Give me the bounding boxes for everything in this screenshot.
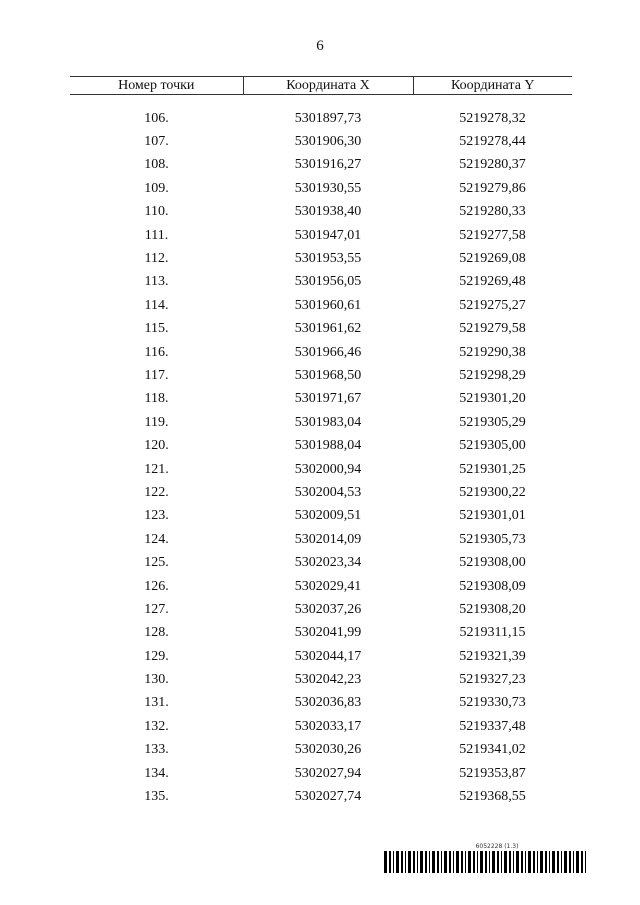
cell-coordinate-x: 5301930,55 — [294, 180, 362, 196]
table-row — [70, 271, 572, 294]
cell-coordinate-x: 5302042,23 — [294, 672, 362, 688]
cell-coordinate-x: 5301966,46 — [294, 344, 362, 360]
cell-coordinate-y: 5219279,86 — [459, 180, 526, 196]
cell-point-number: 126. — [144, 578, 169, 594]
table-row — [70, 411, 572, 434]
cell-coordinate-y: 5219298,29 — [459, 367, 526, 383]
cell-point-number: 124. — [144, 531, 169, 547]
cell-coordinate-x: 5302037,26 — [294, 601, 362, 617]
barcode-icon — [384, 851, 590, 873]
cell-coordinate-y: 5219280,37 — [459, 157, 526, 173]
cell-coordinate-x: 5301897,73 — [294, 110, 362, 126]
table-row — [70, 668, 572, 691]
cell-point-number: 131. — [144, 695, 169, 711]
table-row — [70, 364, 572, 387]
cell-coordinate-y: 5219327,23 — [459, 672, 526, 688]
cell-point-number: 107. — [144, 134, 169, 150]
cell-coordinate-x: 5301968,50 — [294, 367, 362, 383]
cell-coordinate-y: 5219305,00 — [459, 438, 526, 454]
cell-coordinate-x: 5301956,05 — [294, 274, 362, 290]
table-row — [70, 458, 572, 481]
cell-point-number: 128. — [144, 625, 169, 641]
table-row — [70, 528, 572, 551]
table-header-row — [70, 77, 572, 95]
cell-coordinate-x: 5302014,09 — [294, 531, 362, 547]
cell-point-number: 109. — [144, 180, 169, 196]
cell-point-number: 129. — [144, 648, 169, 664]
table-row — [70, 762, 572, 785]
cell-coordinate-y: 5219301,25 — [459, 461, 526, 477]
table-row — [70, 247, 572, 270]
table-row — [70, 505, 572, 528]
header-coordinate-y: Координата Y — [413, 77, 572, 95]
cell-coordinate-y: 5219341,02 — [459, 742, 526, 758]
cell-point-number: 106. — [144, 110, 169, 126]
cell-coordinate-x: 5302044,17 — [294, 648, 362, 664]
cell-point-number: 120. — [144, 438, 169, 454]
cell-coordinate-y: 5219308,00 — [459, 555, 526, 571]
cell-coordinate-y: 5219305,29 — [459, 414, 526, 430]
cell-coordinate-x: 5302027,94 — [294, 765, 362, 781]
cell-coordinate-y: 5219330,73 — [459, 695, 526, 711]
table-row — [70, 201, 572, 224]
table-row — [70, 598, 572, 621]
table-row — [70, 622, 572, 645]
table-row — [70, 645, 572, 668]
table-row — [70, 692, 572, 715]
cell-coordinate-x: 5302041,99 — [294, 625, 362, 641]
cell-coordinate-y: 5219279,58 — [459, 321, 526, 337]
cell-coordinate-x: 5301971,67 — [294, 391, 362, 407]
table-row — [70, 739, 572, 762]
cell-point-number: 132. — [144, 718, 169, 734]
cell-point-number: 127. — [144, 601, 169, 617]
cell-coordinate-x: 5301906,30 — [294, 134, 362, 150]
header-coordinate-x: Координата X — [243, 77, 413, 95]
table-row — [70, 154, 572, 177]
cell-point-number: 134. — [144, 765, 169, 781]
cell-point-number: 122. — [144, 484, 169, 500]
cell-point-number: 115. — [144, 321, 169, 337]
cell-point-number: 119. — [144, 414, 169, 430]
cell-coordinate-x: 5302009,51 — [294, 508, 362, 524]
cell-coordinate-x: 5302023,34 — [294, 555, 362, 571]
cell-point-number: 135. — [144, 789, 169, 805]
cell-point-number: 117. — [144, 367, 169, 383]
header-point-number: Номер точки — [70, 77, 243, 95]
cell-coordinate-y: 5219277,58 — [459, 227, 526, 243]
cell-coordinate-x: 5302027,74 — [294, 789, 362, 805]
cell-point-number: 114. — [144, 297, 169, 313]
cell-coordinate-y: 5219300,22 — [459, 484, 526, 500]
table-row — [70, 107, 572, 130]
cell-coordinate-y: 5219269,08 — [459, 251, 526, 267]
cell-coordinate-y: 5219321,39 — [459, 648, 526, 664]
cell-point-number: 110. — [144, 204, 169, 220]
cell-point-number: 112. — [144, 251, 169, 267]
cell-point-number: 130. — [144, 672, 169, 688]
cell-coordinate-x: 5301961,62 — [294, 321, 362, 337]
cell-coordinate-x: 5302029,41 — [294, 578, 362, 594]
cell-coordinate-y: 5219308,20 — [459, 601, 526, 617]
cell-coordinate-y: 5219311,15 — [459, 625, 526, 641]
table-row — [70, 551, 572, 574]
table-row — [70, 341, 572, 364]
cell-coordinate-x: 5301960,61 — [294, 297, 362, 313]
table-row — [70, 224, 572, 247]
cell-coordinate-x: 5302030,26 — [294, 742, 362, 758]
cell-coordinate-y: 5219269,48 — [459, 274, 526, 290]
table-row — [70, 294, 572, 317]
cell-coordinate-y: 5219353,87 — [459, 765, 526, 781]
table-row — [70, 434, 572, 457]
cell-coordinate-y: 5219301,20 — [459, 391, 526, 407]
table-body — [70, 95, 572, 809]
cell-point-number: 111. — [144, 227, 169, 243]
cell-coordinate-y: 5219301,01 — [459, 508, 526, 524]
cell-point-number: 133. — [144, 742, 169, 758]
cell-point-number: 125. — [144, 555, 169, 571]
cell-coordinate-x: 5302000,94 — [294, 461, 362, 477]
table-row — [70, 177, 572, 200]
cell-point-number: 118. — [144, 391, 169, 407]
cell-coordinate-x: 5301983,04 — [294, 414, 362, 430]
table-row — [70, 318, 572, 341]
cell-point-number: 123. — [144, 508, 169, 524]
table-row — [70, 785, 572, 808]
cell-point-number: 116. — [144, 344, 169, 360]
cell-coordinate-y: 5219308,09 — [459, 578, 526, 594]
cell-coordinate-x: 5302036,83 — [294, 695, 362, 711]
cell-point-number: 108. — [144, 157, 169, 173]
cell-coordinate-y: 5219337,48 — [459, 718, 526, 734]
cell-coordinate-y: 5219278,32 — [459, 110, 526, 126]
coordinates-table — [70, 76, 572, 809]
cell-coordinate-y: 5219368,55 — [459, 789, 526, 805]
table-row — [70, 388, 572, 411]
page-number: 6 — [316, 38, 324, 54]
barcode-block — [384, 842, 590, 873]
barcode-caption: 6052228 (1.3) — [475, 843, 519, 850]
cell-coordinate-y: 5219305,73 — [459, 531, 526, 547]
table-row — [70, 575, 572, 598]
cell-coordinate-y: 5219280,33 — [459, 204, 526, 220]
cell-point-number: 113. — [144, 274, 169, 290]
table-row — [70, 130, 572, 153]
table-row — [70, 481, 572, 504]
table-row — [70, 715, 572, 738]
cell-coordinate-x: 5301988,04 — [294, 438, 362, 454]
cell-coordinate-y: 5219278,44 — [459, 134, 526, 150]
cell-coordinate-x: 5301953,55 — [294, 251, 362, 267]
cell-coordinate-x: 5301916,27 — [294, 157, 362, 173]
cell-coordinate-x: 5302004,53 — [294, 484, 362, 500]
cell-coordinate-x: 5301938,40 — [294, 204, 362, 220]
cell-coordinate-y: 5219290,38 — [459, 344, 526, 360]
cell-coordinate-y: 5219275,27 — [459, 297, 526, 313]
cell-coordinate-x: 5302033,17 — [294, 718, 362, 734]
cell-coordinate-x: 5301947,01 — [294, 227, 362, 243]
cell-point-number: 121. — [144, 461, 169, 477]
